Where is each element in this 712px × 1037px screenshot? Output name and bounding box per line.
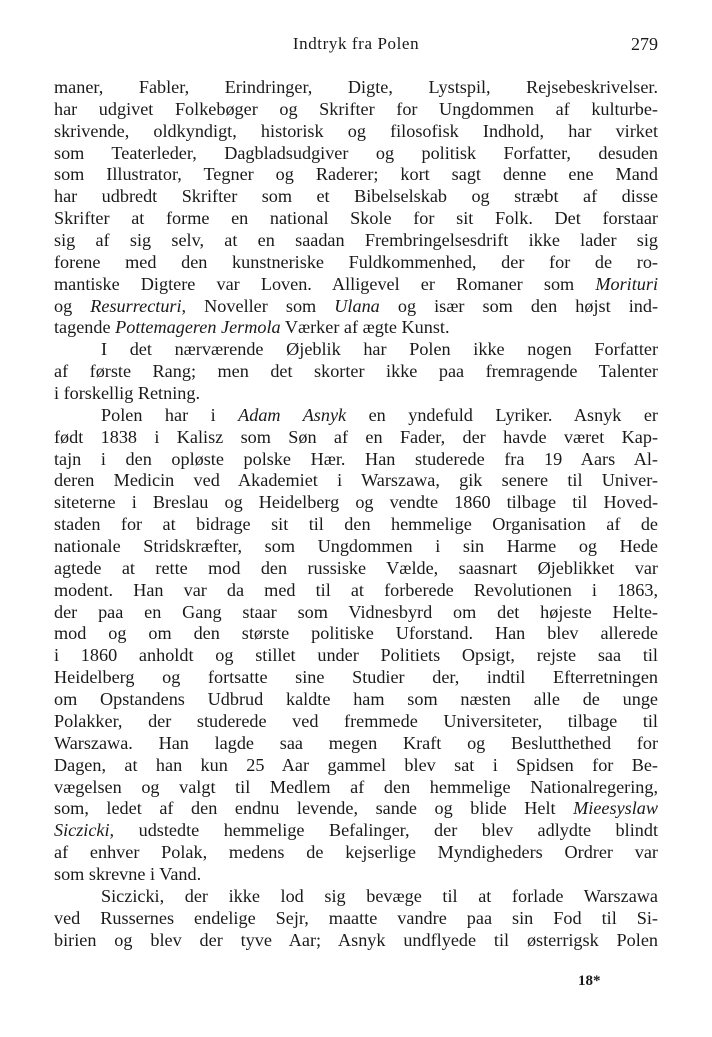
page-number: 279	[631, 34, 658, 54]
text-segment: om Opstandens Udbrud kaldte ham som næsten alle de unge	[54, 689, 658, 710]
text-line	[54, 645, 658, 667]
text-segment: birien og blev der tyve Aar; Asnyk undflyede til østerrigsk Polen	[54, 929, 658, 950]
text-line	[54, 820, 658, 842]
signature-mark: 18*	[578, 973, 601, 989]
text-line	[54, 186, 658, 208]
text-line	[54, 99, 658, 121]
text-line	[54, 252, 658, 274]
text-segment: I det nærværende Øjeblik har Polen ikke nogen Forfatter	[101, 339, 658, 360]
text-line	[54, 602, 658, 624]
text-segment: Værker af ægte Kunst.	[280, 317, 450, 338]
italic-text: Adam Asnyk	[238, 404, 347, 425]
text-segment: udstedte hemmelige Befalinger, der blev adlydte blindt	[114, 820, 658, 841]
text-segment: siteterne i Breslau og Heidelberg og vendte 1860 tilbage til Hoved-	[54, 492, 658, 513]
text-segment: sig af sig selv, at en saadan Frembringelsesdrift ikke lader sig	[54, 230, 658, 251]
text-line	[54, 405, 658, 427]
text-line	[54, 449, 658, 471]
text-segment: forene med den kunstneriske Fuldkommenhed, der for de ro-	[54, 251, 658, 272]
text-segment: Noveller som	[186, 295, 335, 316]
text-segment: tagende	[54, 317, 116, 338]
text-line	[54, 317, 658, 339]
text-line	[54, 121, 658, 143]
italic-text: Mieesyslaw	[573, 798, 658, 819]
text-line	[54, 798, 658, 820]
text-line	[54, 580, 658, 602]
text-line	[54, 667, 658, 689]
italic-text: Ulana	[334, 295, 380, 316]
text-segment: som skrevne i Vand.	[54, 863, 202, 884]
text-segment: der paa en Gang staar som Vidnesbyrd om det højeste Helte-	[54, 601, 658, 622]
text-line	[54, 230, 658, 252]
text-segment: og	[54, 295, 91, 316]
text-segment: Heidelberg og fortsatte sine Studier der, indtil Efterretningen	[54, 667, 658, 688]
text-line	[54, 886, 658, 908]
italic-text: Pottemageren Jermola	[115, 317, 281, 338]
text-segment: vægelsen og valgt til Medlem af den hemmelige Nationalregering,	[54, 776, 658, 797]
text-line	[54, 470, 658, 492]
text-segment: Dagen, at han kun 25 Aar gammel blev sat i Spidsen for Be-	[54, 754, 658, 775]
text-segment: agtede at rette mod den russiske Vælde, saasnart Øjeblikket var	[54, 557, 658, 578]
text-segment: i forskellig Retning.	[54, 383, 200, 404]
text-line	[54, 842, 658, 864]
text-line	[54, 623, 658, 645]
text-segment: Warszawa. Han lagde saa megen Kraft og Beslutthethed for	[54, 732, 658, 753]
text-line	[54, 536, 658, 558]
text-line	[54, 208, 658, 230]
text-line	[54, 514, 658, 536]
text-segment: af enhver Polak, medens de kejserlige Myndigheders Ordrer var	[54, 842, 658, 863]
text-segment: har udbredt Skrifter som et Bibelselskab og stræbt af disse	[54, 186, 658, 207]
text-line	[54, 296, 658, 318]
text-segment: og især som den højst ind-	[379, 295, 659, 316]
text-line	[54, 492, 658, 514]
text-line	[54, 755, 658, 777]
text-segment: skrivende, oldkyndigt, historisk og filosofisk Indhold, har virket	[54, 120, 658, 141]
text-segment: en yndefuld Lyriker. Asnyk er	[346, 404, 658, 425]
text-segment: af første Rang; men det skorter ikke paa fremragende Talenter	[54, 361, 658, 382]
body-text	[54, 77, 658, 951]
text-segment: nationale Stridskræfter, som Ungdommen i sin Harme og Hede	[54, 536, 658, 557]
text-segment: født 1838 i Kalisz som Søn af en Fader, der havde været Kap-	[54, 426, 658, 447]
text-segment: Skrifter at forme en national Skole for sit Folk. Det forstaar	[54, 208, 658, 229]
running-title: Indtryk fra Polen	[292, 34, 420, 53]
text-segment: staden for at bidrage sit til den hemmelige Organisation af de	[54, 514, 658, 535]
text-segment: maner, Fabler, Erindringer, Digte, Lystspil, Rejsebeskrivelser.	[54, 77, 658, 97]
text-segment: har udgivet Folkebøger og Skrifter for Ungdommen af kulturbe-	[54, 98, 658, 119]
text-segment: modent. Han var da med til at forberede Revolutionen i 1863,	[54, 579, 658, 600]
text-segment: ved Russernes endelige Sejr, maatte vandre paa sin Fod til Si-	[54, 907, 658, 928]
text-line	[54, 143, 658, 165]
text-segment: i 1860 anholdt og stillet under Politiets Opsigt, rejste saa til	[54, 645, 658, 666]
text-line	[54, 930, 658, 952]
text-segment: som Illustrator, Tegner og Raderer; kort sagt denne ene Mand	[54, 164, 658, 185]
text-line	[54, 908, 658, 930]
text-line	[54, 733, 658, 755]
italic-text: Resurrecturi,	[90, 295, 187, 316]
italic-text: Morituri	[595, 273, 658, 294]
text-segment: deren Medicin ved Akademiet i Warszawa, gik senere til Univer-	[54, 470, 658, 491]
text-segment: Polen har i	[101, 404, 239, 425]
page-header	[54, 34, 658, 58]
text-segment: Polakker, der studerede ved fremmede Universiteter, tilbage til	[54, 710, 658, 731]
text-segment: som Teaterleder, Dagbladsudgiver og politisk Forfatter, desuden	[54, 142, 658, 163]
text-line	[54, 339, 658, 361]
text-segment: Siczicki, der ikke lod sig bevæge til at forlade Warszawa	[101, 885, 658, 906]
text-line	[54, 361, 658, 383]
text-line	[54, 777, 658, 799]
text-line	[54, 274, 658, 296]
text-line	[54, 383, 658, 405]
text-segment: tajn i den opløste polske Hær. Han studerede fra 19 Aars Al-	[54, 448, 658, 469]
text-segment: mantiske Digtere var Loven. Alligevel er Romaner som	[54, 273, 596, 294]
italic-text: Siczicki,	[54, 820, 115, 841]
text-line	[54, 711, 658, 733]
text-line	[54, 164, 658, 186]
text-line	[54, 427, 658, 449]
text-line	[54, 77, 658, 99]
text-line	[54, 558, 658, 580]
text-line	[54, 864, 658, 886]
text-line	[54, 689, 658, 711]
text-segment: mod og om den største politiske Uforstand. Han blev allerede	[54, 623, 658, 644]
text-segment: som, ledet af den endnu levende, sande og blide Helt	[54, 798, 574, 819]
